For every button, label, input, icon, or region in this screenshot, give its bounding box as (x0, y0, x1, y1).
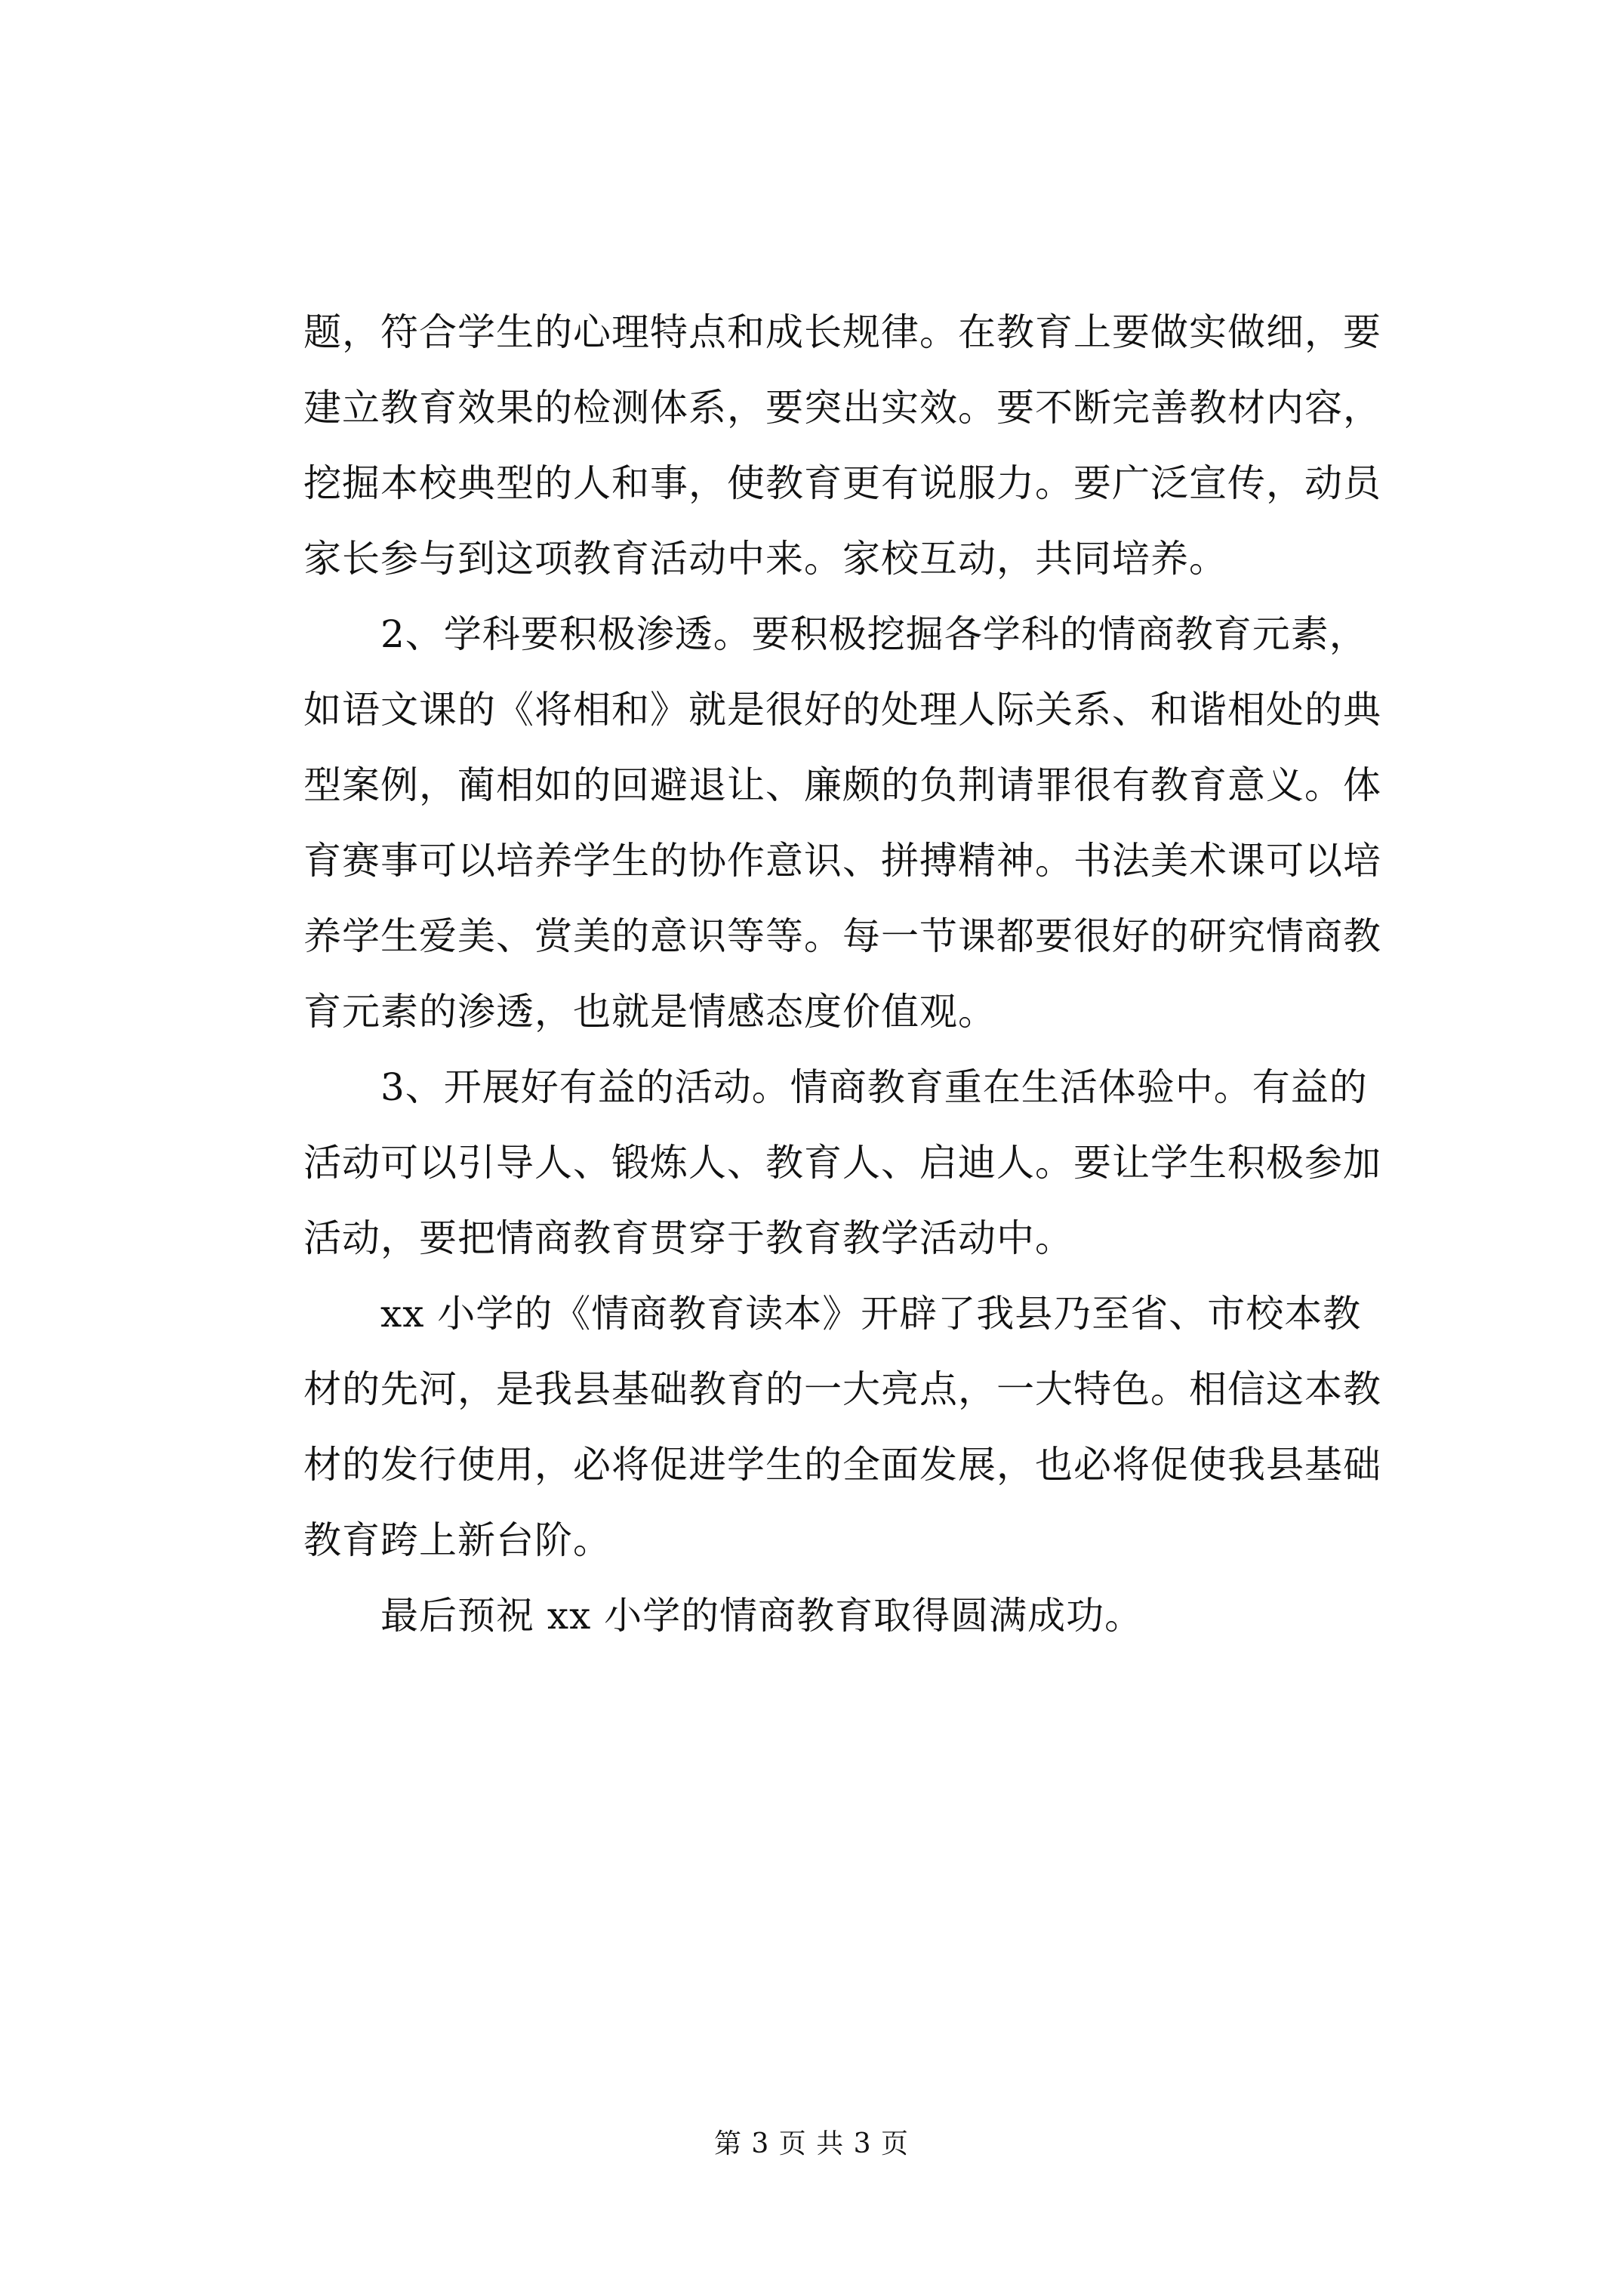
text-line: 建立教育效果的检测体系，要突出实效。要不断完善教材内容， (303, 386, 1381, 430)
paragraph-5 (303, 1578, 1406, 1653)
paragraph-4 (303, 1276, 1406, 1578)
text-line: 家长参与到这项教育活动中来。家校互动，共同培养。 (303, 537, 1227, 581)
paragraph-3 (303, 1049, 1406, 1276)
text-line: 育赛事可以培养学生的协作意识、拼搏精神。书法美术课可以培 (303, 839, 1381, 883)
text-line: 育元素的渗透，也就是情感态度价值观。 (303, 990, 996, 1034)
page-footer: 第 3 页 共 3 页 (713, 2128, 910, 2159)
text-line: 材的发行使用，必将促进学生的全面发展，也必将促使我县基础 (303, 1443, 1381, 1487)
text-line: 材的先河，是我县基础教育的一大亮点，一大特色。相信这本教 (303, 1367, 1381, 1411)
text-line: 活动，要把情商教育贯穿于教育教学活动中。 (303, 1216, 1073, 1260)
text-line: 型案例，蔺相如的回避退让、廉颇的负荆请罪很有教育意义。体 (303, 763, 1381, 807)
text-line: 2、学科要积极渗透。要积极挖掘各学科的情商教育元素， (303, 612, 1368, 656)
text-line: 题，符合学生的心理特点和成长规律。在教育上要做实做细，要 (303, 310, 1381, 354)
text-line: 如语文课的《将相和》就是很好的处理人际关系、和谐相处的典 (303, 688, 1381, 732)
paragraph-2 (303, 596, 1406, 1049)
text-line: 活动可以引导人、锻炼人、教育人、启迪人。要让学生积极参加 (303, 1141, 1381, 1185)
text-line: 教育跨上新台阶。 (303, 1518, 611, 1562)
document-body (303, 294, 1406, 1653)
text-line: xx 小学的《情商教育读本》开辟了我县乃至省、市校本教 (303, 1292, 1362, 1336)
text-line: 养学生爱美、赏美的意识等等。每一节课都要很好的研究情商教 (303, 914, 1381, 958)
text-line: 最后预祝 xx 小学的情商教育取得圆满成功。 (303, 1594, 1144, 1638)
text-line: 3、开展好有益的活动。情商教育重在生活体验中。有益的 (303, 1065, 1368, 1109)
text-line: 挖掘本校典型的人和事，使教育更有说服力。要广泛宣传，动员 (303, 461, 1381, 505)
paragraph-1 (303, 294, 1406, 596)
